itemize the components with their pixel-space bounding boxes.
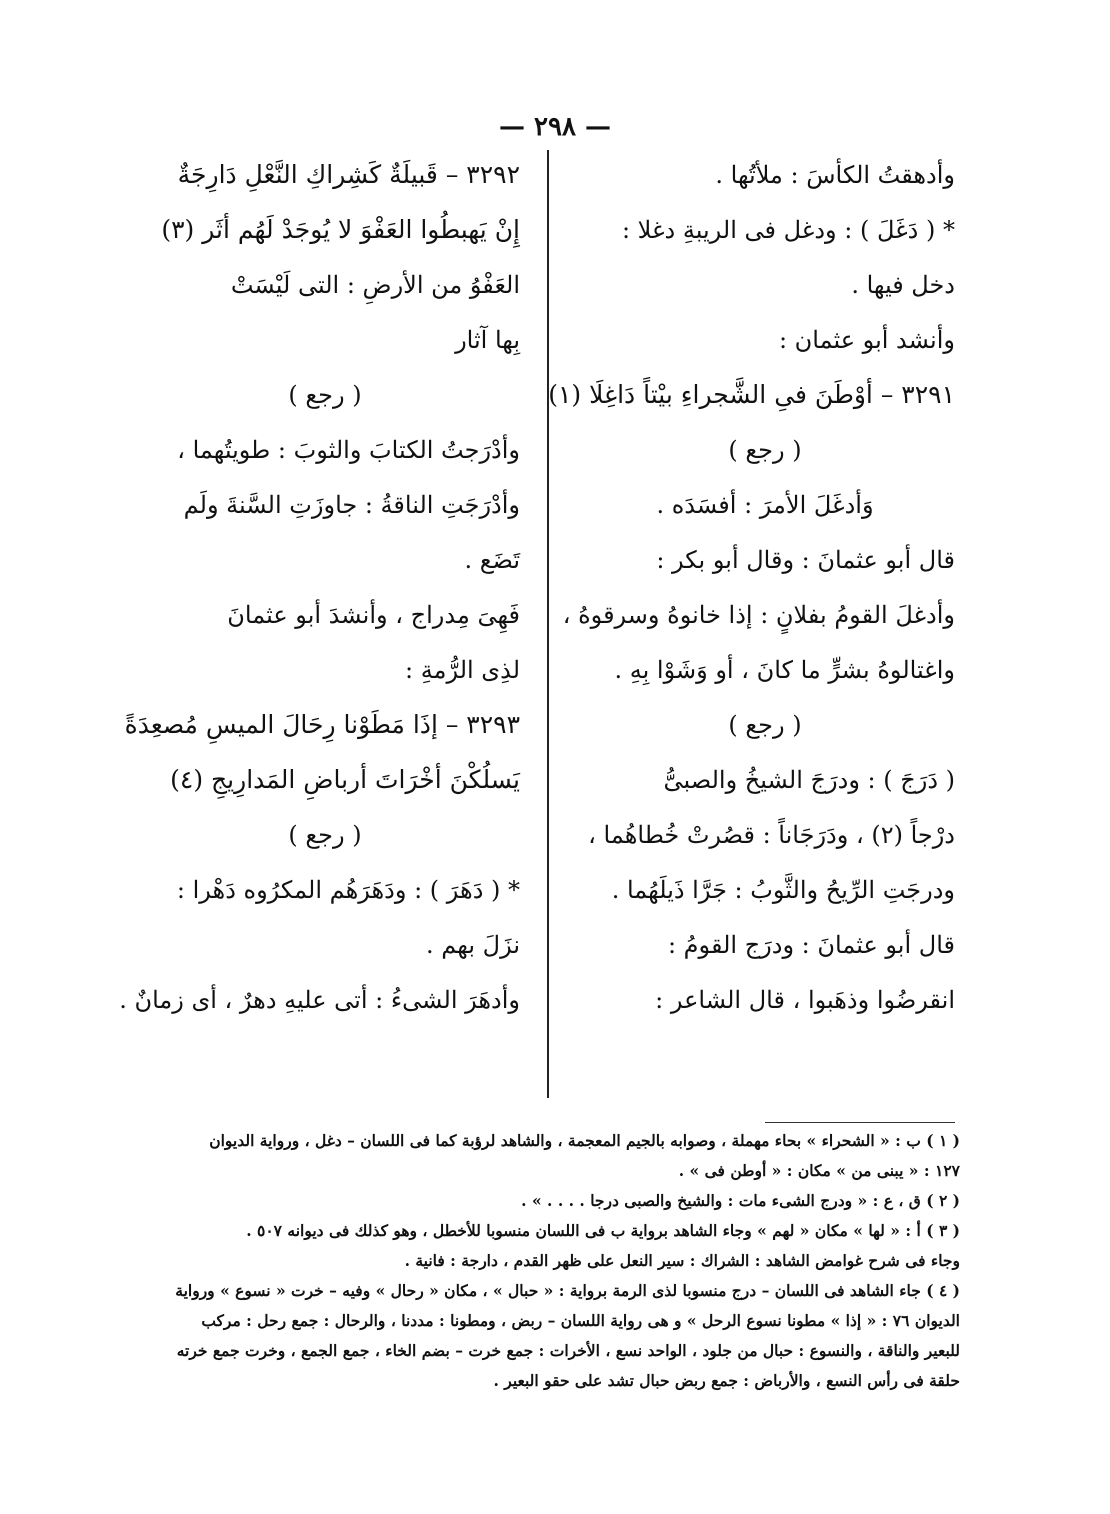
text-line: وَأدغَلَ الأمرَ : أفسَدَه . — [656, 491, 874, 519]
text-line: قال أبو عثمانَ : ودرَج القومُ : — [667, 931, 955, 959]
verse-line: إِنْ يَهبطُوا العَفْوَ لا يُوجَدْ لَهُم أثَر (٣) — [161, 215, 520, 244]
text-line: درْجاً (٢) ، ودَرَجَاناً : قصُرتْ خُطاهُما ، — [588, 821, 955, 849]
footnote-rule — [765, 1122, 955, 1123]
verse-line: يَسلُكْنَ أخْرَاتَ أرباضِ المَدارِيجِ (٤) — [170, 765, 520, 794]
text-line: ( دَرَجَ ) : ودرَجَ الشيخُ والصبىُّ — [663, 766, 955, 794]
text-line: فَهِىَ مِدراج ، وأنشدَ أبو عثمانَ — [227, 601, 520, 629]
page-number: — ٢٩٨ — — [498, 112, 612, 142]
left-column — [119, 160, 520, 1040]
text-line: * ( دَهَرَ ) : ودَهَرَهُم المكرُوه دَهْرا : — [176, 876, 520, 904]
text-line: وأنشد أبو عثمان : — [778, 326, 955, 354]
text-line: قال أبو عثمانَ : وقال أبو بكر : — [656, 546, 955, 574]
footnote-line: ١٢٧ : « يبنى من » مكان : « أوطن فى » . — [678, 1161, 960, 1180]
footnote-line: ( ٤ ) جاء الشاهد فى اللسان – درج منسوبا لذى الرمة برواية : « حبال » ، مكان « رحال » وفيه – خرت « نسوع » ورواية — [175, 1281, 960, 1300]
footnote-line: ( ١ ) ب : « الشحراء » بحاء مهملة ، وصوابه بالجيم المعجمة ، والشاهد لرؤبة كما فى اللسان – دغل ، ورواية الديوان — [209, 1131, 960, 1150]
footnote-line: ( ٢ ) ق ، ع : « ودرج الشىء مات : والشيخ والصبى درجا . . . . » . — [521, 1191, 960, 1210]
footnote-line: الديوان ٧٦ : « إذا » مطونا نسوع الرحل » و هى رواية اللسان – ربض ، ومطونا : مددنا ، والرحال : جمع رحل : مركب — [201, 1311, 960, 1330]
section-marker: ( رجع ) — [728, 436, 802, 464]
verse-line: ٣٢٩١ – أوْطَنَ فىِ الشَّجراءِ بيْتاً دَاغِلَا (١) — [548, 380, 955, 409]
text-line: انقرضُوا وذهَبوا ، قال الشاعر : — [655, 986, 955, 1014]
footnote-line: وجاء فى شرح غوامض الشاهد : الشراك : سير النعل على ظهر القدم ، دارجة : فانية . — [404, 1251, 960, 1270]
text-line: وأدهقتُ الكأسَ : ملأتُها . — [715, 161, 955, 189]
footnotes — [130, 1132, 960, 1402]
text-line: نزَلَ بهم . — [426, 931, 520, 959]
text-line: دخل فيها . — [851, 271, 955, 299]
text-line: وأدهَرَ الشىءُ : أتى عليهِ دهرٌ ، أى زمانٌ . — [119, 986, 520, 1014]
text-line: تَضَع . — [464, 546, 520, 574]
text-line: وأدْرَجتُ الكتابَ والثوبَ : طويتُهما ، — [177, 436, 520, 464]
verse-line: ٣٢٩٢ – قَبيلَةٌ كَشِراكِ النَّعْلِ دَارِجَةٌ — [177, 160, 520, 189]
footnote-line: حلقة فى رأس النسع ، والأرباض : جمع ربض حبال تشد على حقو البعير . — [493, 1371, 960, 1390]
text-line: * ( دَغَلَ ) : ودغل فى الريبةِ دغلا : — [621, 216, 955, 244]
text-line: وأدغلَ القومُ بفلانٍ : إذا خانوهُ وسرقوهُ ، — [562, 601, 955, 629]
footnote-line: ( ٣ ) أ : « لها » مكان « لهم » وجاء الشاهد برواية ب فى اللسان منسوبا للأخطل ، وهو كذلك فى ديوانه ٥٠٧ . — [246, 1221, 960, 1240]
text-line: ودرجَتِ الرِّيحُ والثَّوبُ : جَرَّا ذَيلَهُما . — [611, 876, 955, 904]
text-line: بِها آثار — [455, 326, 520, 354]
text-line: لذِى الرُّمةِ : — [405, 656, 520, 684]
verse-line: ٣٢٩٣ – إذَا مَطَوْنا رِحَالَ الميسِ مُصعِدَةً — [124, 710, 520, 739]
text-line: العَفْوُ من الأرضِ : التى لَيْسَتْ — [230, 271, 520, 299]
section-marker: ( رجع ) — [288, 821, 362, 849]
text-line: وأدْرَجَتِ الناقةُ : جاوزَتِ السَّنةَ ولَم — [183, 491, 520, 519]
footnote-line: للبعير والناقة ، والنسوع : حبال من جلود ، الواحد نسع ، الأخرات : جمع خرت – بضم الخاء ، جمع الجمع ، وخرت جمع خرته — [176, 1341, 960, 1360]
section-marker: ( رجع ) — [288, 381, 362, 409]
right-column — [548, 160, 955, 1040]
column-divider — [547, 150, 549, 1098]
section-marker: ( رجع ) — [728, 711, 802, 739]
text-line: واغتالوهُ بشرٍّ ما كانَ ، أو وَشَوْا بِهِ . — [614, 656, 955, 684]
